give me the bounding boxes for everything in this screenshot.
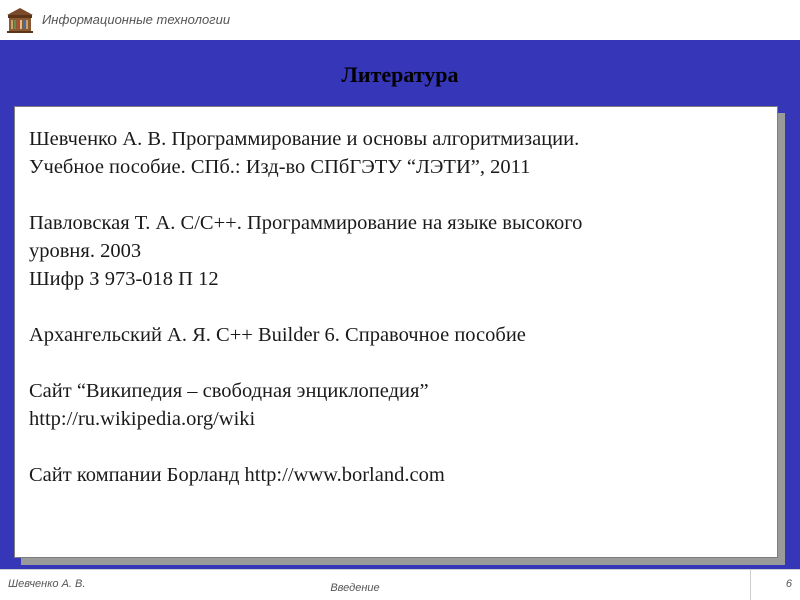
reference-gap [29, 181, 763, 209]
reference-line: уровня. 2003 [29, 240, 142, 262]
references-panel [14, 106, 778, 558]
reference-line: http://ru.wikipedia.org/wiki [29, 408, 256, 430]
reference-item [29, 125, 763, 181]
footer-divider [750, 570, 751, 600]
reference-item [29, 377, 763, 433]
reference-line: Павловская Т. А. С/С++. Программирование на языке высокого [29, 212, 583, 234]
footer-author: Шевченко А. В. [8, 578, 86, 590]
reference-item [29, 209, 763, 293]
reference-line: Шифр З 973-018 П 12 [29, 268, 219, 290]
reference-item [29, 461, 763, 489]
course-title: Информационные технологии [42, 12, 231, 27]
page-number: 6 [785, 578, 792, 590]
reference-line: Шевченко А. В. Программирование и основы алгоритмизации. [29, 128, 580, 150]
footer-section: Введение [330, 582, 380, 594]
reference-line: Сайт компании Борланд http://www.borland.com [29, 464, 445, 486]
reference-line: Сайт “Википедия – свободная энциклопедия” [29, 380, 429, 402]
reference-line: Архангельский А. Я. C++ Builder 6. Справочное пособие [29, 324, 526, 346]
library-icon [5, 6, 35, 34]
slide-header [0, 0, 800, 40]
slide-body [0, 40, 800, 569]
reference-item [29, 321, 763, 349]
references-list [29, 125, 763, 489]
reference-gap [29, 433, 763, 461]
reference-line: Учебное пособие. СПб.: Изд-во СПбГЭТУ “ЛЭТИ”, 2011 [29, 156, 531, 178]
page-title: Литература [341, 62, 459, 87]
reference-gap [29, 349, 763, 377]
slide-footer [0, 569, 800, 600]
reference-gap [29, 293, 763, 321]
